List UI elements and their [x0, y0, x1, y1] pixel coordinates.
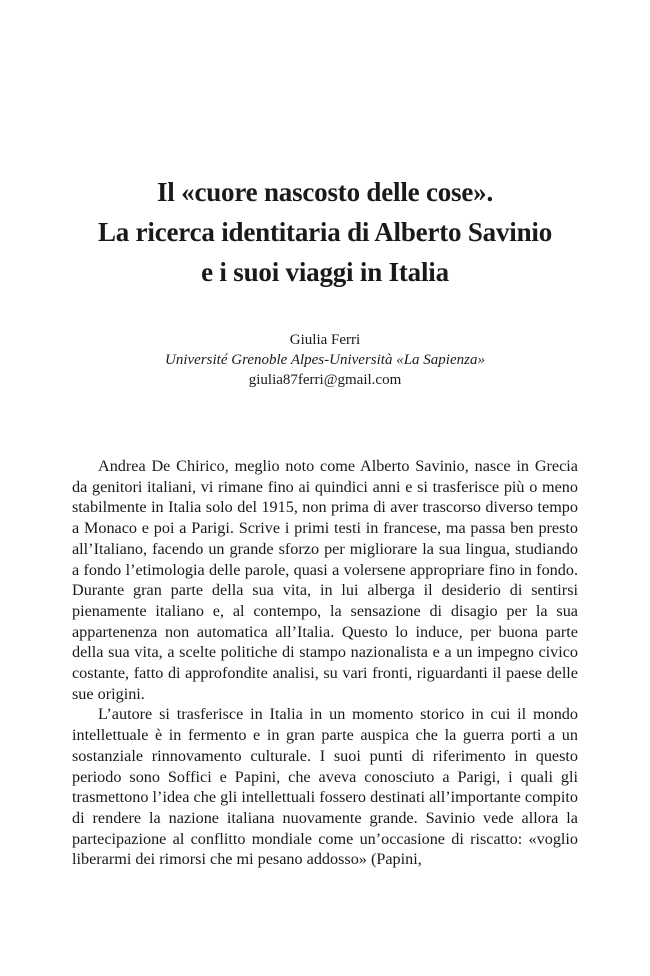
title-line-2: La ricerca identitaria di Alberto Savinio: [97, 217, 553, 247]
title-line-3: e i suoi viaggi in Italia: [201, 257, 449, 287]
article-title: [0, 172, 650, 292]
title-line-1: Il «cuore nascosto delle cose».: [156, 177, 493, 207]
author-affiliation: Université Grenoble Alpes-Università «La Sapienza»: [165, 352, 485, 368]
article-body: [72, 456, 578, 870]
author-email: giulia87ferri@gmail.com: [248, 372, 402, 388]
body-paragraph-2: L’autore si trasferisce in Italia in un momento storico in cui il mondo intellettuale è in fermento e in gran parte auspica che la guerra porti a un sostanziale rinnovamento culturale. I suoi punti di riferimento in questo periodo sono Soffici e Papini, che aveva conosciuto a Parigi, i quali gli trasmettono l’idea che gli intellettuali fossero destinati all’importante compito di rendere la nazione italiana nuovamente grande. Savinio vede allora la partecipazione al conflitto mondiale come un’occasione di riscatto: «voglio liberarmi dei rimorsi che mi pesano addosso» (Papini,: [72, 705, 578, 869]
author-name: Giulia Ferri: [289, 332, 361, 348]
body-paragraph-1: Andrea De Chirico, meglio noto come Alberto Savinio, nasce in Grecia da genitori italiani, vi rimane fino ai quindici anni e si trasferisce più o meno stabilmente in Italia solo del 1915, non prima di aver trascorso diverso tempo a Monaco e poi a Parigi. Scrive i primi testi in francese, ma passa ben presto all’Italiano, facendo un grande sforzo per migliorare la sua lingua, studiando a fondo l’etimologia delle parole, quasi a volersene appropriare fino in fondo. Durante gran parte della sua vita, in lui alberga il desiderio di sentirsi pienamente italiano e, al contempo, la sensazione di disagio per la sua appartenenza non automatica all’Italia. Questo lo induce, per buona parte della sua vita, a scelte politiche di stampo nazionalista e a un impegno civico costante, fatto di approfondite analisi, su vari fronti, riguardanti il paese delle sue origini.: [72, 457, 578, 703]
author-block: [0, 330, 650, 390]
